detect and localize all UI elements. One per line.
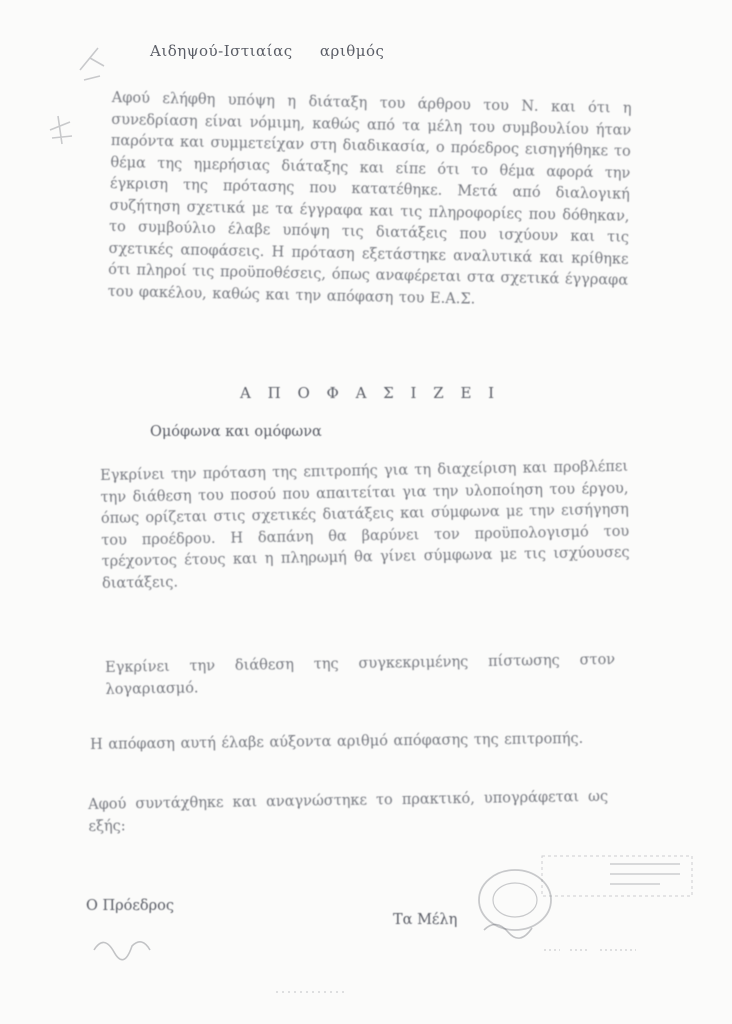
signature-scribble-icon xyxy=(90,930,160,964)
header-title: Αιδηψού-Ιστιαίας xyxy=(150,42,293,60)
header-number-label: αριθμός xyxy=(319,42,385,60)
paragraph-number: Η απόφαση αυτή έλαβε αύξοντα αριθμό απόφασης της επιτροπής. xyxy=(90,730,584,753)
signature-scribble-icon xyxy=(480,916,540,944)
signature-right-label: Τα Μέλη xyxy=(393,912,458,928)
bottom-mark-icon xyxy=(270,982,350,1002)
stamp-block-icon xyxy=(540,850,700,900)
paragraph-approval: Εγκρίνει την διάθεση της συγκεκριμένης πίστωσης στον λογαριασμό. xyxy=(105,651,616,698)
paragraph-decision: Εγκρίνει την πρόταση της επιτροπής για τη διαχείριση και προβλέπει την διάθεση του ποσού που απαιτείται για την υλοποίηση του έργου, όπως ορίζεται στις σχετικές διατάξεις και σύμφωνα με την εισήγηση του προέδρου. Η δαπάνη θα βαρύνει τον προϋπολογισμό του τρέχοντος έτους και η πληρωμή θα γίνει σύμφωνα με τις ισχύουσες διατάξεις. xyxy=(100,458,630,592)
decision-title: Α Π Ο Φ Α Σ Ι Ζ Ε Ι xyxy=(240,384,501,402)
stamp-dashes-icon xyxy=(540,940,640,960)
document-header xyxy=(150,42,384,60)
margin-mark-icon xyxy=(70,40,110,90)
paragraph-closing: Αφού συντάχθηκε και αναγνώστηκε το πρακτικό, υπογράφεται ως εξής: xyxy=(88,788,609,835)
paragraph-intro: Αφού ελήφθη υπόψη η διάταξη του άρθρου του Ν. και ότι η συνεδρίαση είναι νόμιμη, καθώς από τα μέλη του συμβουλίου ήταν παρόντα και συμμετείχαν στη διαδικασία, ο πρόεδρος εισηγήθηκε το θέμα της ημερήσιας διάταξης και είπε ότι το θέμα αφορά την έγκριση της πρότασης που κατατέθηκε. Μετά από διαλογική συζήτηση σχετικά με τα έγγραφα και τις πληροφορίες που δόθηκαν, το συμβούλιο έλαβε υπόψη τις διατάξεις που ισχύουν και τις σχετικές αποφάσεις. Η πρόταση εξετάστηκε αναλυτικά και κρίθηκε ότι πληροί τις προϋποθέσεις, όπως αναφέρεται στα σχετικά έγγραφα του φακέλου, καθώς και την απόφαση του Ε.Α.Σ. xyxy=(107,89,632,308)
decision-subtitle: Ομόφωνα και ομόφωνα xyxy=(150,424,322,440)
signature-left-label: Ο Πρόεδρος xyxy=(86,898,175,914)
margin-mark-icon xyxy=(44,110,78,150)
